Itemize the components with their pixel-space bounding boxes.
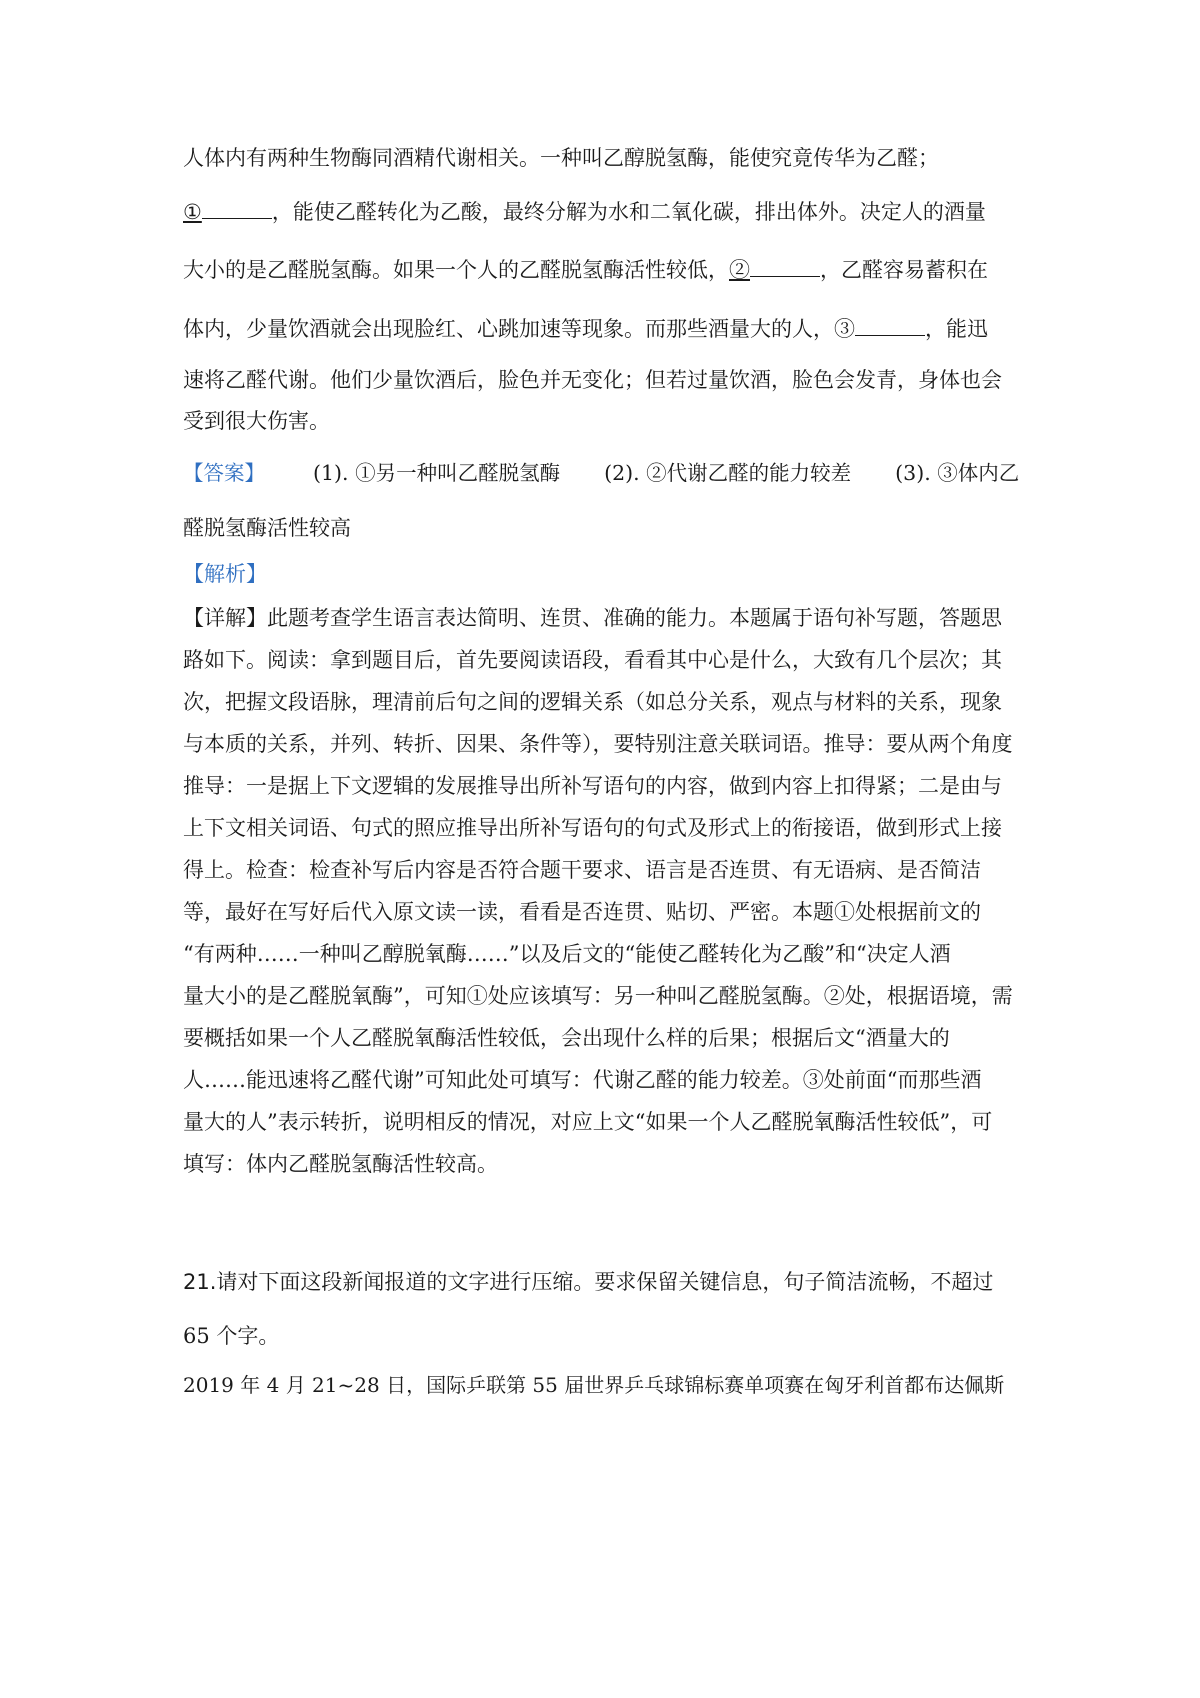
analysis-line xyxy=(183,1107,1023,1137)
analysis-text: 次，把握文段语脉，理清前后句之间的逻辑关系（如总分关系，观点与材料的关系，现象 xyxy=(183,690,1002,714)
analysis-line xyxy=(183,645,1023,675)
answer-item-1 xyxy=(313,458,560,488)
passage-text: ，乙醛容易蓄积在 xyxy=(820,258,988,282)
analysis-line xyxy=(183,897,1023,927)
analysis-line xyxy=(183,1065,1023,1095)
answer-text: 醛脱氢酶活性较高 xyxy=(183,516,351,540)
analysis-line xyxy=(183,1023,1023,1053)
analysis-text: 人……能迅速将乙醛代谢”可知此处可填写：代谢乙醛的能力较差。③处前面“而那些酒 xyxy=(183,1068,982,1092)
analysis-text: 填写：体内乙醛脱氢酶活性较高。 xyxy=(183,1152,498,1176)
analysis-heading xyxy=(183,559,1023,589)
passage-text: 大小的是乙醛脱氢酶。如果一个人的乙醛脱氢酶活性较低， xyxy=(183,258,729,282)
passage-text: ，能迅 xyxy=(925,317,988,341)
question-21-line-2 xyxy=(183,1321,1023,1351)
analysis-line xyxy=(183,729,1023,759)
analysis-text: 与本质的关系，并列、转折、因果、条件等），要特别注意关联词语。推导：要从两个角度 xyxy=(183,732,1013,756)
passage-line-5 xyxy=(183,365,1023,395)
question-21-line-1 xyxy=(183,1267,1023,1297)
passage-line-3 xyxy=(183,254,1023,285)
passage-line-4 xyxy=(183,313,1023,344)
analysis-text: 量大的人”表示转折，说明相反的情况，对应上文“如果一个人乙醛脱氧酶活性较低”，可 xyxy=(183,1110,993,1134)
passage-text: 体内，少量饮酒就会出现脸红、心跳加速等现象。而那些酒量大的人， xyxy=(183,317,834,341)
passage-text: 受到很大伤害。 xyxy=(183,409,330,433)
passage-line-6 xyxy=(183,406,1023,436)
analysis-line xyxy=(183,855,1023,885)
analysis-text: 路如下。阅读：拿到题目后，首先要阅读语段，看看其中心是什么，大致有几个层次；其 xyxy=(183,648,1002,672)
blank-3-mark: ③ xyxy=(834,317,855,341)
blank-2 xyxy=(729,258,820,282)
analysis-text: 上下文相关词语、句式的照应推导出所补写语句的句式及形式上的衔接语，做到形式上接 xyxy=(183,816,1002,840)
answer-item-1-text: (1). ①另一种叫乙醛脱氢酶 xyxy=(313,461,561,485)
analysis-line xyxy=(183,813,1023,843)
analysis-text: 量大小的是乙醛脱氧酶”，可知①处应该填写：另一种叫乙醛脱氢酶。②处，根据语境，需 xyxy=(183,984,1013,1008)
analysis-text: 推导：一是据上下文逻辑的发展推导出所补写语句的内容，做到内容上扣得紧；二是由与 xyxy=(183,774,1002,798)
analysis-line xyxy=(183,603,1023,633)
blank-1 xyxy=(183,200,272,224)
analysis-line xyxy=(183,771,1023,801)
question-text: 请对下面这段新闻报道的文字进行压缩。要求保留关键信息，句子简洁流畅，不超过 xyxy=(216,1270,994,1294)
analysis-line xyxy=(183,687,1023,717)
analysis-line xyxy=(183,981,1023,1011)
answer-line xyxy=(183,458,1023,488)
passage-text: ，能使乙醛转化为乙酸，最终分解为水和二氧化碳，排出体外。决定人的酒量 xyxy=(271,200,986,224)
analysis-tag: 【解析】 xyxy=(183,562,267,586)
analysis-text: 得上。检查：检查补写后内容是否符合题干要求、语言是否连贯、有无语病、是否简洁 xyxy=(183,858,981,882)
passage-line-1 xyxy=(183,143,1023,173)
passage-text: 速将乙醛代谢。他们少量饮酒后，脸色并无变化；但若过量饮酒，脸色会发青，身体也会 xyxy=(183,368,1002,392)
blank-1-mark: ① xyxy=(183,200,202,224)
answer-item-2 xyxy=(604,458,851,488)
analysis-text: 等，最好在写好后代入原文读一读，看看是否连贯、贴切、严密。本题①处根据前文的 xyxy=(183,900,981,924)
blank-2-mark: ② xyxy=(729,258,750,282)
analysis-text: 要概括如果一个人乙醛脱氧酶活性较低，会出现什么样的后果；根据后文“酒量大的 xyxy=(183,1026,950,1050)
question-21-line-3 xyxy=(183,1370,1023,1400)
passage-text: 人体内有两种生物酶同酒精代谢相关。一种叫乙醇脱氢酶，能使究竟传华为乙醛； xyxy=(183,146,939,170)
analysis-line xyxy=(183,939,1023,969)
question-text: 65 个字。 xyxy=(183,1324,280,1348)
answer-item-3-text: (3). ③体内乙 xyxy=(895,461,1020,485)
blank-3 xyxy=(834,317,925,341)
answer-tag: 【答案】 xyxy=(183,461,265,485)
question-text: 2019 年 4 月 21~28 日，国际乒联第 55 届世界乒乓球锦标赛单项赛在匈牙利首都布达佩斯 xyxy=(183,1373,1005,1397)
analysis-text: 【详解】此题考查学生语言表达简明、连贯、准确的能力。本题属于语句补写题，答题思 xyxy=(183,606,1002,630)
answer-item-3 xyxy=(895,458,1019,488)
question-number: 21. xyxy=(183,1270,217,1294)
analysis-text: “有两种……一种叫乙醇脱氧酶……”以及后文的“能使乙醛转化为乙酸”和“决定人酒 xyxy=(183,942,951,966)
analysis-line xyxy=(183,1149,1023,1179)
answer-continuation xyxy=(183,513,1023,543)
answer-item-2-text: (2). ②代谢乙醛的能力较差 xyxy=(604,461,852,485)
passage-line-2 xyxy=(183,196,1023,227)
